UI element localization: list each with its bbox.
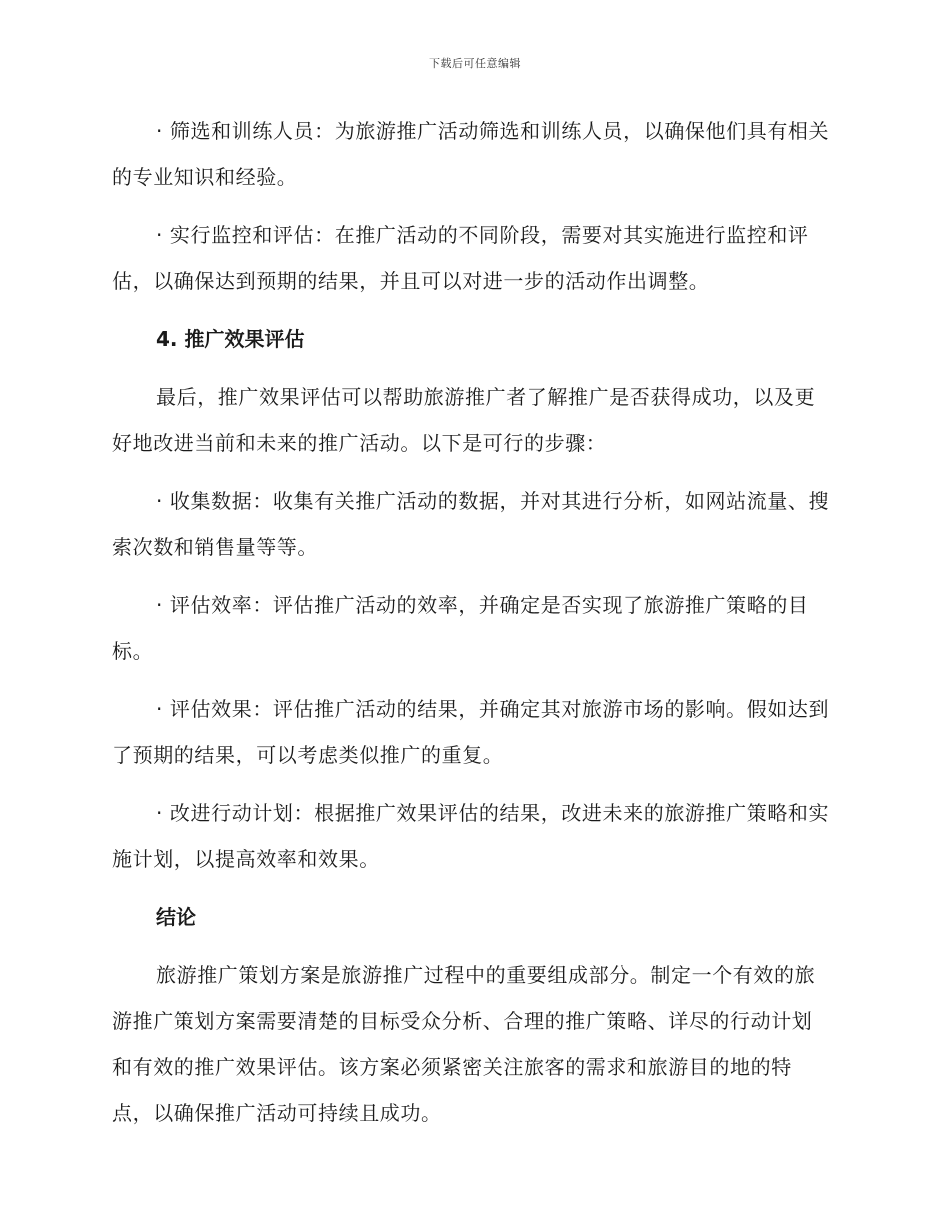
bullet-improve-plan: · 改进行动计划：根据推广效果评估的结果，改进未来的旅游推广策略和实施计划，以提高效率和效果。 xyxy=(112,801,830,871)
bullet-collect-data: · 收集数据：收集有关推广活动的数据，并对其进行分析，如网站流量、搜索次数和销售量等等。 xyxy=(112,489,830,559)
bullet-evaluate-efficiency: · 评估效率：评估推广活动的效率，并确定是否实现了旅游推广策略的目标。 xyxy=(112,593,809,663)
paragraph-evaluation-intro: 最后，推广效果评估可以帮助旅游推广者了解推广是否获得成功，以及更好地改进当前和未来的推广活动。以下是可行的步骤： xyxy=(112,385,816,455)
section-heading-conclusion: 结论 xyxy=(156,905,196,929)
bullet-evaluate-effect: · 评估效果：评估推广活动的结果，并确定其对旅游市场的影响。假如达到了预期的结果，可以考虑类似推广的重复。 xyxy=(112,697,830,767)
bullet-train-staff: · 筛选和训练人员：为旅游推广活动筛选和训练人员，以确保他们具有相关的专业知识和经验。 xyxy=(112,119,830,189)
document-body xyxy=(112,108,832,1148)
bullet-monitor-evaluate: · 实行监控和评估：在推广活动的不同阶段，需要对其实施进行监控和评估，以确保达到预期的结果，并且可以对进一步的活动作出调整。 xyxy=(112,223,809,293)
page-header-note: 下载后可任意编辑 xyxy=(429,57,521,70)
paragraph-conclusion: 旅游推广策划方案是旅游推广过程中的重要组成部分。制定一个有效的旅游推广策划方案需要清楚的目标受众分析、合理的推广策略、详尽的行动计划和有效的推广效果评估。该方案必须紧密关注旅客的需求和旅游目的地的特点，以确保推广活动可持续且成功。 xyxy=(112,963,816,1125)
section-heading-effect-evaluation: 4. 推广效果评估 xyxy=(156,327,305,351)
